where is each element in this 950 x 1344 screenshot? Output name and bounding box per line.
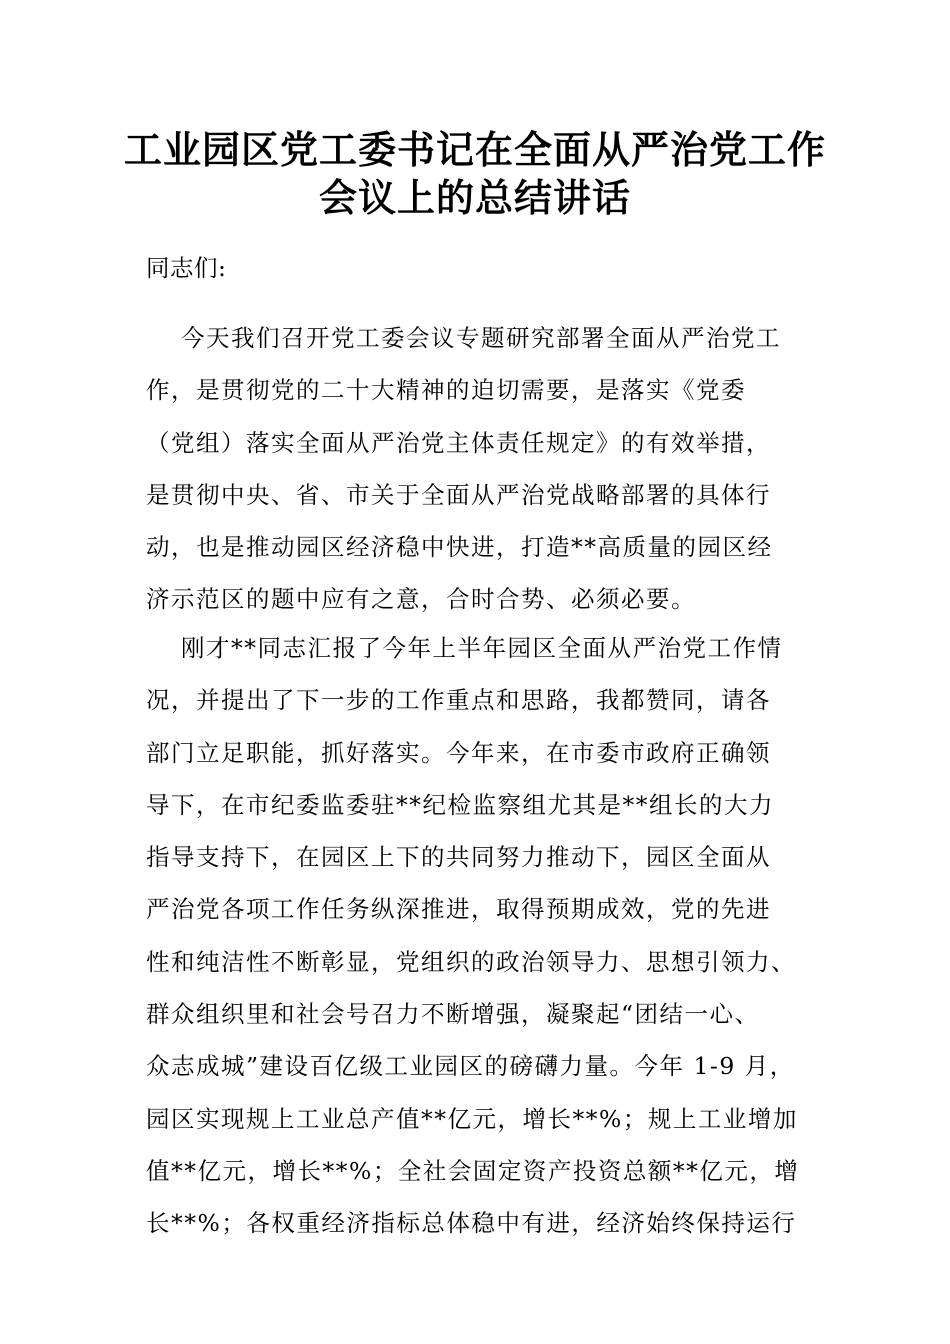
paragraph-line: 群众组织里和社会号召力不断增强，凝聚起“团结一心、 <box>146 1000 760 1029</box>
paragraph-2 <box>146 634 806 1262</box>
paragraph-line: 况，并提出了下一步的工作重点和思路，我都赞同，请各 <box>146 686 771 715</box>
paragraph-line: 是贯彻中央、省、市关于全面从严治党战略部署的具体行 <box>146 480 771 509</box>
paragraph-line: （党组）落实全面从严治党主体责任规定》的有效举措， <box>146 428 771 457</box>
paragraph-line: 作，是贯彻党的二十大精神的迫切需要，是落实《党委 <box>146 376 746 405</box>
paragraph-line: 长**%；各权重经济指标总体稳中有进，经济始终保持运行 <box>146 1209 797 1238</box>
paragraph-line: 园区实现规上工业总产值**亿元，增长**%；规上工业增加 <box>146 1104 798 1133</box>
paragraph-line: 值**亿元，增长**%；全社会固定资产投资总额**亿元，增 <box>146 1156 800 1185</box>
paragraph-line: 导下，在市纪委监委驻**纪检监察组尤其是**组长的大力 <box>146 790 774 819</box>
paragraph-line: 部门立足职能，抓好落实。今年来，在市委市政府正确领 <box>146 738 771 767</box>
paragraph-line: 今天我们召开党工委会议专题研究部署全面从严治党工 <box>181 324 781 352</box>
paragraph-1 <box>146 324 806 638</box>
paragraph-line: 性和纯洁性不断彰显，党组织的政治领导力、思想引领力、 <box>146 947 796 976</box>
paragraph-line: 严治党各项工作任务纵深推进，取得预期成效，党的先进 <box>146 895 771 924</box>
paragraph-line: 指导支持下，在园区上下的共同努力推动下，园区全面从 <box>146 843 771 872</box>
document-title-line-1: 工业园区党工委书记在全面从严治党工作 <box>123 127 826 172</box>
paragraph-line: 动，也是推动园区经济稳中快进，打造**高质量的园区经 <box>146 533 773 562</box>
greeting: 同志们: <box>146 254 227 282</box>
document-title-line-2: 会议上的总结讲话 <box>318 175 631 220</box>
paragraph-line: 刚才**同志汇报了今年上半年园区全面从严治党工作情 <box>181 634 783 662</box>
paragraph-line: 济示范区的题中应有之意，合时合势、必须必要。 <box>146 585 696 614</box>
paragraph-line: 众志成城”建设百亿级工业园区的磅礴力量。今年 1-9 月， <box>146 1052 795 1081</box>
